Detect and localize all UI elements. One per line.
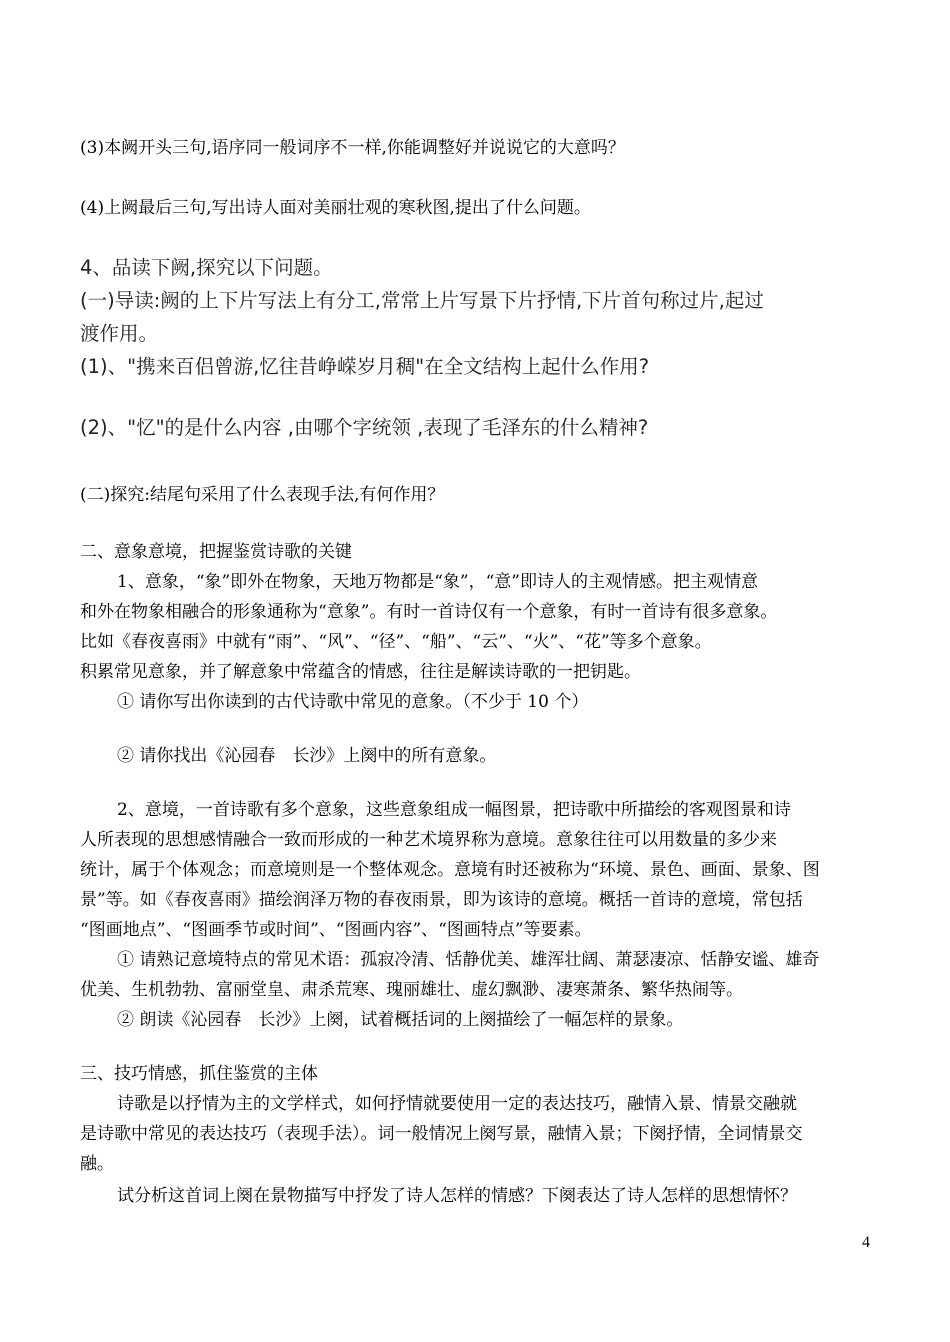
guide-line-1: (一)导读:阙的上下片写法上有分工,常常上片写景下片抒情,下片首句称过片,起过 (80, 289, 764, 312)
paragraph-line: 人所表现的思想感情融合一致而形成的一种艺术境界称为意境。意象往往可以用数量的多少来 (80, 830, 777, 850)
section-2-heading: 二、意象意境，把握鉴赏诗歌的关键 (80, 542, 352, 562)
task-2: ② 请你找出《沁园春 长沙》上阕中的所有意象。 (117, 746, 497, 766)
question-3: (3)本阙开头三句,语序同一般词序不一样,你能调整好并说说它的大意吗？ (80, 138, 625, 158)
task-1: ① 请你写出你读到的古代诗歌中常见的意象。（不少于 10 个） (117, 692, 589, 712)
task-3-line-1: ① 请熟记意境特点的常见术语：孤寂冷清、恬静优美、雄浑壮阔、萧瑟凄凉、恬静安谧、雄奇 (117, 950, 820, 970)
explore-question: (二)探究:结尾句采用了什么表现手法,有何作用？ (80, 485, 445, 505)
page-number: 4 (862, 1234, 870, 1251)
guide-line-2: 渡作用。 (80, 322, 159, 345)
paragraph-line: 2、意境，一首诗歌有多个意象，这些意象组成一幅图景，把诗歌中所描绘的客观图景和诗 (117, 800, 791, 820)
part4-question-2: (2)、"忆"的是什么内容 ,由哪个字统领 ,表现了毛泽东的什么精神? (80, 416, 649, 439)
section-3-task: 试分析这首词上阕在景物描写中抒发了诗人怎样的情感？下阕表达了诗人怎样的思想情怀？ (117, 1186, 797, 1206)
paragraph-line: 融。 (80, 1154, 114, 1174)
paragraph-line: 景”等。如《春夜喜雨》描绘润泽万物的春夜雨景，即为该诗的意境。概括一首诗的意境，常包括 (80, 890, 803, 910)
task-4: ② 朗读《沁园春 长沙》上阕，试着概括词的上阕描绘了一幅怎样的景象。 (117, 1010, 684, 1030)
part4-question-1: (1)、"携来百侣曾游,忆往昔峥嵘岁月稠"在全文结构上起什么作用? (80, 355, 650, 378)
part4-heading: 4、品读下阙,探究以下问题。 (80, 256, 333, 279)
paragraph-line: 比如《春夜喜雨》中就有“雨”、“风”、“径”、“船”、“云”、“火”、“花”等多个意象。 (80, 632, 712, 652)
paragraph-line: 诗歌是以抒情为主的文学样式，如何抒情就要使用一定的表达技巧，融情入景、情景交融就 (117, 1094, 797, 1114)
question-4: (4)上阙最后三句,写出诗人面对美丽壮观的寒秋图,提出了什么问题。 (80, 198, 591, 218)
paragraph-line: 统计，属于个体观念；而意境则是一个整体观念。意境有时还被称为“环境、景色、画面、景象、图 (80, 860, 820, 880)
paragraph-line: 1、意象，“象”即外在物象，天地万物都是“象”，“意”即诗人的主观情感。把主观情意 (117, 572, 758, 592)
paragraph-line: “图画地点”、“图画季节或时间”、“图画内容”、“图画特点”等要素。 (80, 920, 592, 940)
section-3-heading: 三、技巧情感，抓住鉴赏的主体 (80, 1064, 318, 1084)
task-3-line-2: 优美、生机勃勃、富丽堂皇、肃杀荒寒、瑰丽雄壮、虚幻飘渺、凄寒萧条、繁华热闹等。 (80, 980, 743, 1000)
paragraph-line: 是诗歌中常见的表达技巧（表现手法）。词一般情况上阕写景，融情入景；下阕抒情，全词情景交 (80, 1124, 803, 1144)
paragraph-line: 和外在物象相融合的形象通称为“意象”。有时一首诗仅有一个意象，有时一首诗有很多意象。 (80, 602, 778, 622)
paragraph-line: 积累常见意象，并了解意象中常蕴含的情感，往往是解读诗歌的一把钥匙。 (80, 662, 641, 682)
